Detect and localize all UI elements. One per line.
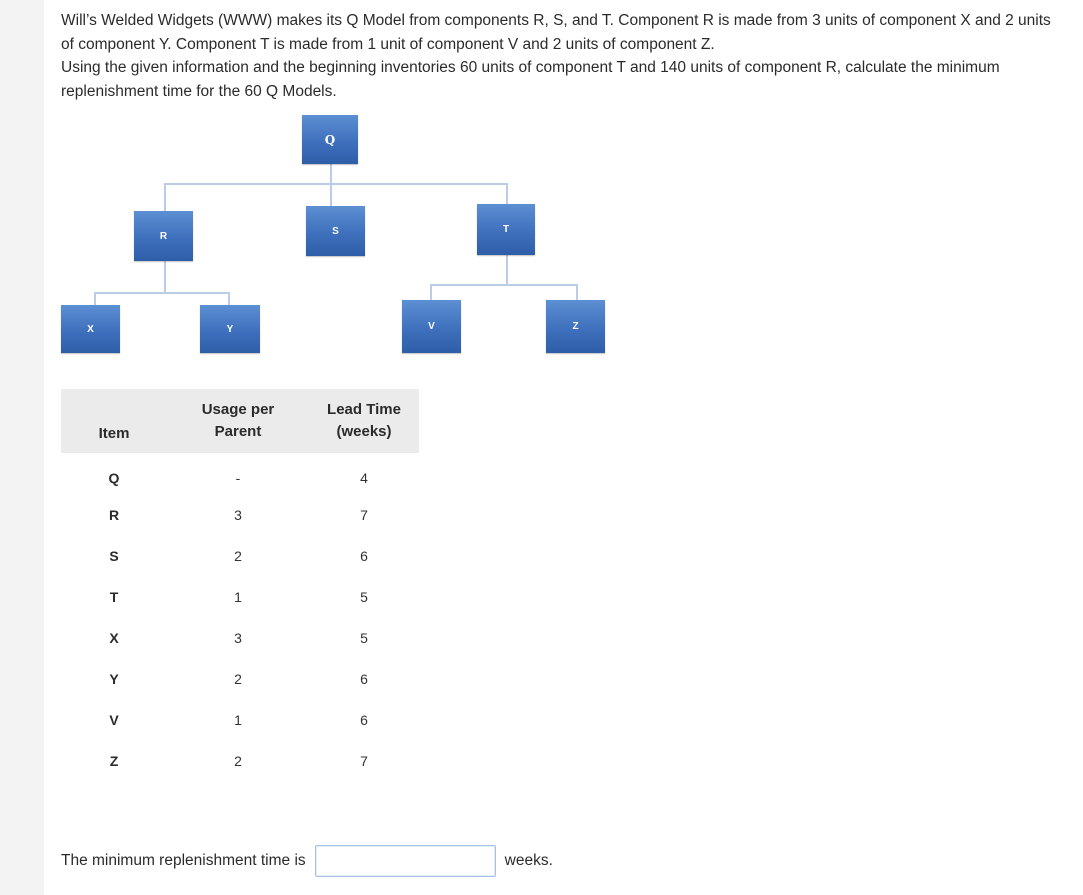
question-paragraph-2: Using the given information and the beginning inventories 60 units of component T and 140 units of component R, calculate the minimum replenishment time for the 60 Q Models. bbox=[61, 59, 1000, 100]
row-lead-time: 5 bbox=[360, 629, 368, 646]
row-usage: 3 bbox=[234, 506, 242, 523]
node-s: S bbox=[306, 206, 365, 256]
table-row bbox=[61, 576, 419, 617]
row-item: S bbox=[109, 547, 119, 564]
bill-of-materials-table bbox=[61, 389, 419, 781]
row-lead-time: 6 bbox=[360, 711, 368, 728]
row-item: T bbox=[109, 588, 119, 605]
question-paragraph-1: Will’s Welded Widgets (WWW) makes its Q Model from components R, S, and T. Component R is made from 3 units of component X and 2 units of component Y. Component T is made from 1 unit of component V and 2 units of component Z. bbox=[61, 12, 1051, 53]
row-item: X bbox=[109, 629, 119, 646]
row-usage: 3 bbox=[234, 629, 242, 646]
header-lead-line1: Lead Time bbox=[327, 401, 401, 418]
table-row bbox=[61, 494, 419, 535]
row-lead-time: 4 bbox=[360, 469, 368, 486]
table-row bbox=[61, 453, 419, 494]
node-y: Y bbox=[200, 305, 260, 353]
node-r: R bbox=[134, 211, 193, 261]
row-usage: 2 bbox=[234, 547, 242, 564]
replenishment-time-input[interactable] bbox=[315, 845, 496, 877]
answer-row bbox=[61, 843, 553, 879]
node-v: V bbox=[402, 300, 461, 353]
table-header-row bbox=[61, 389, 419, 453]
row-item: V bbox=[109, 711, 119, 728]
row-usage: 2 bbox=[234, 670, 242, 687]
table-row bbox=[61, 535, 419, 576]
row-lead-time: 6 bbox=[360, 670, 368, 687]
answer-suffix: weeks. bbox=[504, 852, 553, 869]
table-row bbox=[61, 740, 419, 781]
row-item: Q bbox=[108, 469, 120, 486]
header-item: Item bbox=[61, 389, 167, 453]
header-lead-time bbox=[309, 389, 419, 453]
row-item: Z bbox=[109, 752, 119, 769]
table-row bbox=[61, 699, 419, 740]
table-row bbox=[61, 617, 419, 658]
node-t: T bbox=[477, 204, 535, 255]
question-text bbox=[61, 9, 1061, 103]
row-lead-time: 6 bbox=[360, 547, 368, 564]
row-item: R bbox=[108, 506, 120, 523]
table-row bbox=[61, 658, 419, 699]
row-lead-time: 7 bbox=[360, 506, 368, 523]
row-item: Y bbox=[109, 670, 119, 687]
header-usage-line2: Parent bbox=[214, 423, 262, 440]
answer-prefix: The minimum replenishment time is bbox=[61, 852, 306, 869]
row-usage: 1 bbox=[234, 588, 242, 605]
node-x: X bbox=[61, 305, 120, 353]
row-lead-time: 5 bbox=[360, 588, 368, 605]
row-usage: 2 bbox=[234, 752, 242, 769]
header-usage-line1: Usage per bbox=[201, 401, 275, 418]
node-q: Q bbox=[302, 115, 358, 164]
row-usage: 1 bbox=[234, 711, 242, 728]
header-lead-line2: (weeks) bbox=[336, 423, 392, 440]
node-z: Z bbox=[546, 300, 605, 353]
row-lead-time: 7 bbox=[360, 752, 368, 769]
row-usage: - bbox=[235, 469, 241, 486]
header-usage bbox=[167, 389, 309, 453]
